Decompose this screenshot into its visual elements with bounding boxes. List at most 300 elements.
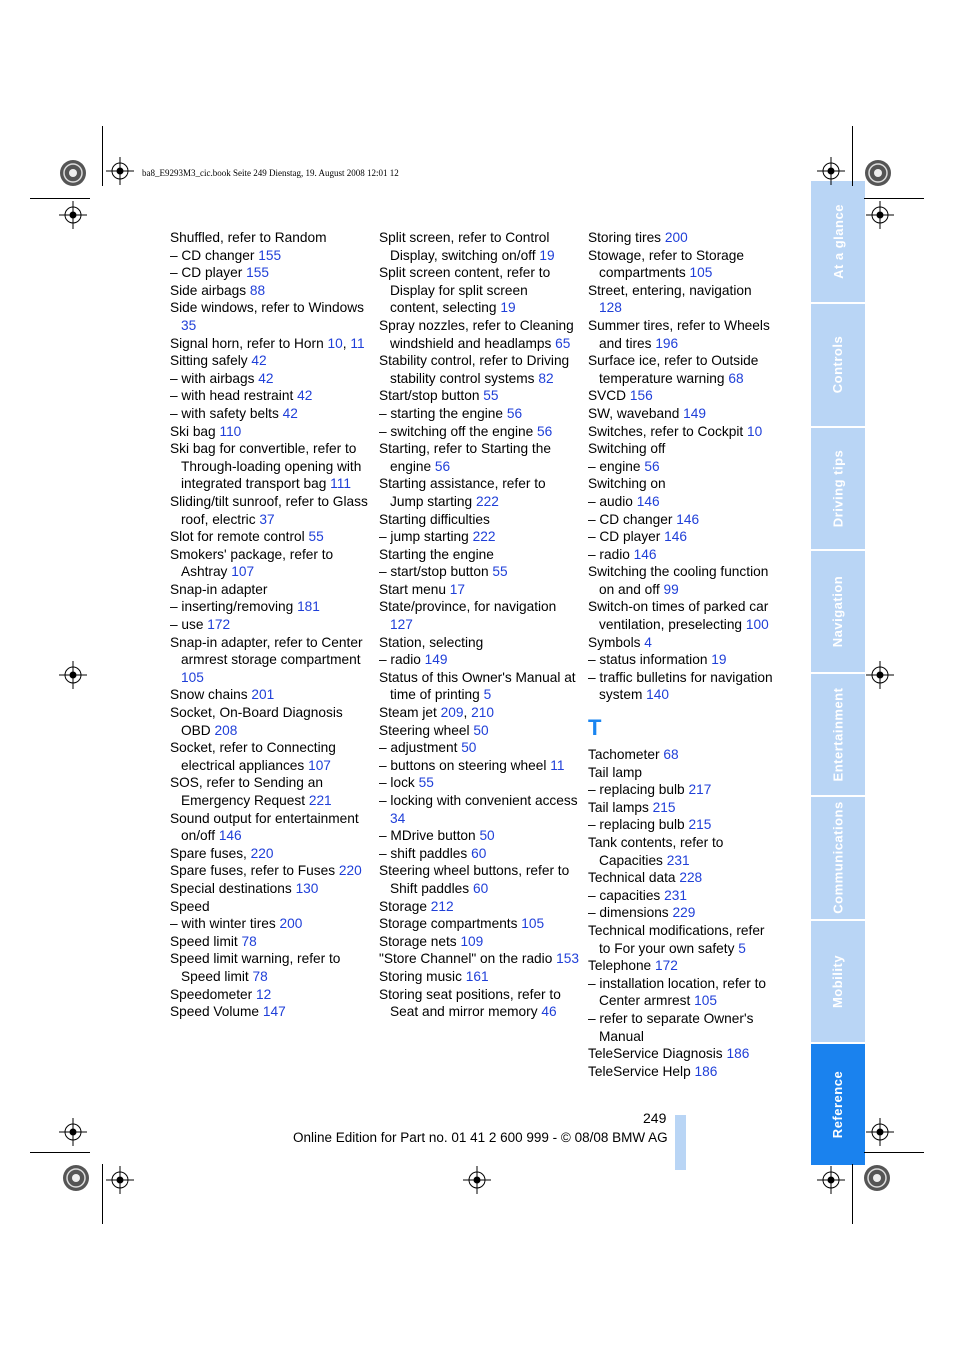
page-link[interactable]: 78: [252, 968, 268, 984]
index-entry-text: Starting, refer to Starting the engine: [379, 441, 551, 474]
index-entry-text: "Store Channel" on the radio: [379, 951, 553, 967]
index-entry-text: Sitting safely: [170, 353, 248, 369]
index-entry-text: – traffic bulletins for navigation system: [588, 669, 773, 703]
index-entry: [379, 229, 579, 264]
index-column-3: [588, 229, 778, 1080]
page-link[interactable]: 56: [644, 458, 660, 474]
index-entry-text: Starting the engine: [379, 546, 494, 562]
index-entry: [379, 475, 579, 510]
index-entry: [379, 634, 579, 652]
page-link[interactable]: 153: [556, 951, 579, 967]
index-entry: [379, 317, 579, 352]
index-entry-text: Summer tires, refer to Wheels and tires: [588, 317, 770, 351]
index-entry-text: – status information: [588, 652, 708, 668]
index-entry-text: – CD player: [170, 265, 243, 281]
index-entry-text: Speed: [170, 898, 210, 914]
crop-mark: [30, 1152, 90, 1153]
index-entry-text: – adjustment: [379, 740, 458, 756]
crop-mark: [852, 1164, 853, 1224]
index-entry-text: Tail lamps: [588, 799, 649, 815]
index-entry-text: Storing music: [379, 968, 462, 984]
page-link[interactable]: 149: [683, 405, 706, 421]
page-link[interactable]: 99: [663, 581, 679, 597]
index-entry: [170, 581, 370, 599]
index-entry-text: Switching the cooling function on and off: [588, 564, 769, 597]
registration-disc-icon: [60, 1162, 92, 1194]
index-entry: [588, 975, 778, 1010]
index-entry-text: Snow chains: [170, 687, 248, 703]
index-entry-text: Spare fuses,: [170, 845, 247, 861]
index-entry: [588, 1010, 778, 1045]
section-tabs: [811, 181, 865, 1167]
page-link[interactable]: 221: [308, 793, 332, 808]
index-entry-text: Slot for remote control: [170, 529, 305, 545]
index-entry-text: Switch-on times of parked car ventilation, preselecting: [588, 599, 769, 633]
crosshair-icon: [59, 201, 87, 229]
index-entry-text: Station, selecting: [379, 634, 484, 650]
index-entry: [588, 458, 778, 476]
crop-mark: [864, 1152, 924, 1153]
index-entry-text: – MDrive button: [379, 828, 476, 844]
index-entry: [170, 528, 370, 546]
index-entry-text: Snap-in adapter, refer to Center armrest storage compartment: [170, 634, 363, 668]
page-link[interactable]: 155: [246, 265, 269, 281]
page-link[interactable]: 55: [483, 388, 499, 404]
index-entry-text: Storage: [379, 898, 427, 914]
index-entry-text: Technical data: [588, 870, 676, 886]
index-entry: [588, 546, 778, 564]
page-link[interactable]: 55: [418, 775, 434, 791]
index-entry-text: – with safety belts: [170, 405, 279, 421]
tab-label: At a glance: [830, 204, 846, 280]
index-entry: [170, 950, 370, 985]
index-entry-text: Side windows, refer to Windows: [170, 300, 364, 316]
page-link[interactable]: 42: [258, 370, 274, 386]
index-entry-text: Start menu: [379, 581, 446, 597]
page-link[interactable]: 105: [521, 916, 545, 932]
index-entry: [379, 898, 579, 916]
index-entry: [588, 634, 778, 652]
index-entry: [170, 616, 370, 634]
index-entry: [170, 299, 370, 334]
page-link[interactable]: 5: [483, 687, 492, 703]
page-link[interactable]: 105: [694, 993, 717, 1009]
index-entry-text: – replacing bulb: [588, 782, 685, 798]
crop-mark: [102, 126, 103, 186]
page-link[interactable]: 128: [599, 300, 622, 316]
tab-label: Navigation: [830, 575, 846, 648]
page-link[interactable]: 200: [279, 916, 303, 932]
index-entry: [588, 528, 778, 546]
index-entry-text: – with airbags: [170, 370, 255, 386]
index-entry: [170, 229, 370, 247]
page-link[interactable]: 215: [688, 817, 712, 833]
index-entry: Steam jet 209, 210: [379, 705, 494, 721]
index-entry-text: Stability control, refer to Driving stability control systems: [379, 353, 570, 386]
index-entry: [170, 493, 370, 528]
page-link[interactable]: 56: [506, 405, 523, 421]
index-entry-text: – refer to separate Owner's Manual: [588, 1010, 754, 1044]
page-link[interactable]: 19: [500, 300, 516, 316]
page-link[interactable]: 82: [538, 370, 554, 386]
registration-disc-icon: [57, 157, 89, 189]
page-link[interactable]: 147: [262, 1004, 286, 1020]
page-link[interactable]: 11: [550, 757, 565, 773]
index-entry: [379, 264, 579, 317]
page-link[interactable]: 17: [449, 581, 465, 597]
page-link[interactable]: 5: [738, 940, 746, 956]
index-entry: [379, 845, 579, 863]
index-entry-text: Switching off: [588, 441, 666, 457]
page-link[interactable]: 50: [473, 722, 489, 738]
index-entry: [379, 774, 579, 792]
index-entry-text: Street, entering, navigation: [588, 282, 752, 298]
index-entry: [588, 869, 778, 887]
index-entry: [379, 933, 579, 951]
index-entry-text: – replacing bulb: [588, 817, 685, 833]
page-link[interactable]: 161: [465, 968, 489, 984]
page-link[interactable]: 231: [666, 852, 690, 868]
index-entry: [170, 247, 370, 265]
page-link[interactable]: 186: [726, 1046, 750, 1062]
index-entry: Signal horn, refer to Horn 10, 11: [170, 335, 365, 351]
index-entry-text: – with head restraint: [170, 388, 294, 404]
tab-communications[interactable]: [811, 797, 865, 918]
index-entry: [170, 440, 370, 493]
index-entry: [170, 898, 370, 916]
index-entry-text: Steam jet: [379, 705, 437, 721]
index-entry-text: TeleService Diagnosis: [588, 1046, 723, 1062]
index-column-2: [379, 229, 579, 1021]
page-link[interactable]: 105: [689, 265, 713, 281]
index-entry: [588, 247, 778, 282]
crosshair-icon: [106, 157, 134, 185]
page-link[interactable]: 110: [219, 423, 242, 439]
index-entry: [379, 968, 579, 986]
index-entry-text: Storing tires: [588, 230, 662, 245]
index-entry: [379, 440, 579, 475]
index-entry-text: Sound output for entertainment on/off: [170, 810, 359, 844]
index-entry-text: Signal horn, refer to Horn: [170, 335, 324, 351]
page-link[interactable]: 127: [390, 617, 413, 633]
page-link[interactable]: 201: [251, 687, 275, 703]
page-link[interactable]: 149: [424, 652, 448, 668]
index-entry: [170, 686, 370, 704]
index-entry: [170, 352, 370, 370]
index-entry-text: Status of this Owner's Manual at time of printing: [379, 669, 576, 703]
index-entry: [379, 528, 579, 546]
index-entry: [588, 746, 778, 764]
page-link[interactable]: 111: [330, 476, 351, 492]
index-entry-text: Split screen content, refer to Display for split screen content, selecting: [379, 265, 551, 316]
index-entry: [588, 440, 778, 458]
index-entry: [170, 370, 370, 388]
tab-reference[interactable]: [811, 1044, 865, 1165]
page-link[interactable]: 42: [282, 405, 298, 421]
index-entry-text: Steering wheel buttons, refer to Shift paddles: [379, 863, 570, 896]
page-link[interactable]: 10: [327, 335, 343, 351]
index-entry: [170, 282, 370, 300]
page-link[interactable]: 231: [664, 887, 687, 903]
crosshair-icon: [817, 1166, 845, 1194]
index-entry: [588, 405, 778, 423]
index-entry-text: Starting assistance, refer to Jump starting: [379, 476, 546, 509]
page-link[interactable]: 55: [492, 564, 508, 580]
page-link[interactable]: 220: [338, 863, 362, 879]
index-entry: [379, 792, 579, 827]
index-entry-text: SW, waveband: [588, 405, 680, 421]
page-link[interactable]: 146: [636, 493, 660, 509]
page-link[interactable]: 68: [728, 370, 744, 386]
page-link[interactable]: 156: [629, 388, 653, 404]
index-entry-text: – shift paddles: [379, 845, 468, 861]
index-entry: [170, 264, 370, 282]
page-link[interactable]: 35: [181, 317, 197, 333]
index-entry: [170, 546, 370, 581]
index-entry-text: – switching off the engine: [379, 423, 534, 439]
index-entry-text: Spare fuses, refer to Fuses: [170, 863, 336, 879]
page-link[interactable]: 68: [663, 747, 679, 763]
page-link[interactable]: 42: [251, 353, 267, 369]
index-entry-text: – radio: [379, 652, 421, 668]
index-entry-text: Steering wheel: [379, 722, 470, 738]
page-link[interactable]: 146: [664, 529, 687, 545]
index-entry-text: TeleService Help: [588, 1063, 691, 1079]
index-entry: [588, 511, 778, 529]
page-link[interactable]: 210: [471, 705, 494, 721]
index-entry-text: Smokers' package, refer to Ashtray: [170, 546, 334, 580]
index-entry: [588, 475, 778, 493]
page-link[interactable]: 130: [295, 880, 319, 896]
index-entry: [588, 352, 778, 387]
index-entry-text: – CD changer: [170, 247, 255, 263]
index-entry: [379, 669, 579, 704]
page-link[interactable]: 146: [218, 828, 242, 844]
page-link[interactable]: 50: [461, 740, 477, 756]
page-link[interactable]: 228: [679, 870, 703, 886]
tab-driving-tips[interactable]: [811, 428, 865, 549]
index-entry-text: Sliding/tilt sunroof, refer to Glass roof, electric: [170, 493, 368, 527]
tab-label: Entertainment: [830, 687, 846, 782]
index-entry-text: Ski bag: [170, 423, 216, 439]
index-entry-text: – installation location, refer to Center armrest: [588, 975, 767, 1009]
page-link[interactable]: 186: [694, 1063, 718, 1079]
footer-edition-text: Online Edition for Part no. 01 41 2 600 999 - © 08/08 BMW AG: [293, 1130, 668, 1145]
index-entry: [170, 387, 370, 405]
crop-mark: [30, 198, 90, 199]
page-link[interactable]: 200: [664, 230, 688, 245]
page-link[interactable]: 50: [479, 828, 495, 844]
registration-disc-icon: [861, 1162, 893, 1194]
index-entry-text: – use: [170, 617, 204, 633]
page-link[interactable]: 146: [676, 511, 700, 527]
page-link[interactable]: 4: [644, 634, 652, 650]
index-entry-text: Tank contents, refer to Capacities: [588, 835, 724, 868]
page-link[interactable]: 11: [350, 335, 365, 351]
index-entry: [379, 915, 579, 933]
tab-mobility[interactable]: [811, 921, 865, 1042]
index-column-1: [170, 229, 370, 1021]
page-link[interactable]: 196: [655, 335, 679, 351]
index-entry: [588, 834, 778, 869]
tab-label: Reference: [830, 1070, 846, 1139]
page-link[interactable]: 88: [249, 282, 266, 298]
index-entry: [170, 704, 370, 739]
index-entry-text: SOS, refer to Sending an Emergency Request: [170, 775, 323, 808]
page-link[interactable]: 212: [430, 898, 454, 914]
index-entry-text: – buttons on steering wheel: [379, 757, 547, 773]
index-entry: [588, 922, 778, 957]
tab-navigation[interactable]: [811, 551, 865, 672]
index-entry-text: Technical modifications, refer to For your own safety: [588, 922, 765, 956]
index-entry: [379, 862, 579, 897]
page-link[interactable]: 146: [633, 546, 657, 562]
page-link[interactable]: 60: [471, 845, 487, 861]
index-entry-text: Tachometer: [588, 747, 660, 763]
index-entry-text: Special destinations: [170, 880, 292, 896]
crosshair-icon: [463, 1166, 491, 1194]
index-entry: [588, 887, 778, 905]
page-link[interactable]: 60: [472, 880, 489, 896]
index-entry-text: Snap-in adapter: [170, 581, 268, 597]
index-entry-text: – capacities: [588, 887, 661, 903]
page-link[interactable]: 34: [390, 810, 406, 826]
index-entry-text: Split screen, refer to Control Display, switching on/off: [379, 230, 550, 263]
index-entry-text: – lock: [379, 775, 415, 791]
page-link[interactable]: 107: [308, 757, 331, 773]
index-entry-text: – with winter tires: [170, 916, 276, 932]
index-entry-text: Speedometer: [170, 986, 253, 1002]
index-entry: [379, 423, 579, 441]
tab-entertainment[interactable]: [811, 674, 865, 795]
index-entry: [379, 581, 579, 599]
index-entry: [588, 317, 778, 352]
page-link[interactable]: 222: [472, 529, 496, 545]
page-link[interactable]: 78: [241, 933, 257, 949]
index-entry: [170, 810, 370, 845]
page-link[interactable]: 109: [460, 933, 484, 949]
page-link[interactable]: 217: [688, 782, 712, 798]
page-link[interactable]: 181: [297, 599, 320, 615]
page-link[interactable]: 12: [256, 986, 272, 1002]
page-link[interactable]: 107: [231, 564, 255, 580]
index-entry-text: – jump starting: [379, 529, 469, 545]
index-entry: [588, 423, 778, 441]
index-entry: [379, 827, 579, 845]
page-link[interactable]: 140: [646, 687, 670, 703]
index-entry: [170, 933, 370, 951]
crosshair-icon: [59, 1118, 87, 1146]
index-entry: [588, 598, 778, 633]
index-entry-text: Socket, On-Board Diagnosis OBD: [170, 705, 343, 738]
index-entry: [588, 387, 778, 405]
page-link[interactable]: 42: [297, 388, 313, 404]
page-number: 249: [643, 1110, 667, 1126]
crosshair-icon: [866, 1118, 894, 1146]
tab-label: Controls: [830, 336, 846, 394]
page-link[interactable]: 105: [181, 669, 204, 685]
index-entry: [588, 957, 778, 975]
index-entry: [588, 563, 778, 598]
page-link[interactable]: 208: [214, 722, 238, 738]
index-entry: [588, 904, 778, 922]
footer-accent-bar: [675, 1115, 686, 1170]
page-link[interactable]: 10: [747, 423, 763, 439]
tab-at-a-glance[interactable]: [811, 181, 865, 302]
page-link[interactable]: 172: [207, 617, 231, 633]
index-entry-text: – radio: [588, 546, 630, 562]
index-entry: [170, 880, 370, 898]
page-link[interactable]: 100: [745, 617, 769, 633]
page-link[interactable]: 46: [541, 1004, 557, 1020]
page-link[interactable]: 229: [672, 905, 696, 921]
page-link[interactable]: 172: [654, 958, 678, 974]
page-link[interactable]: 155: [258, 247, 282, 263]
index-entry-text: Tail lamp: [588, 764, 643, 780]
index-entry-text: – CD changer: [588, 511, 673, 527]
page-link[interactable]: 215: [652, 799, 676, 815]
index-entry: [588, 1045, 778, 1063]
index-entry: [170, 634, 370, 687]
index-entry: [170, 845, 370, 863]
page-link[interactable]: 19: [711, 652, 727, 668]
index-entry: [170, 915, 370, 933]
index-entry: [588, 669, 778, 704]
page-link[interactable]: 220: [250, 845, 274, 861]
crosshair-icon: [59, 661, 87, 689]
index-entry-text: Switches, refer to Cockpit: [588, 423, 744, 439]
index-entry-text: Symbols: [588, 634, 641, 650]
index-entry: [170, 986, 370, 1004]
crosshair-icon: [866, 201, 894, 229]
index-entry-text: Switching on: [588, 476, 666, 492]
index-entry-text: SVCD: [588, 388, 627, 404]
index-entry-text: – starting the engine: [379, 405, 504, 421]
crop-mark: [102, 1164, 103, 1224]
tab-controls[interactable]: [811, 304, 865, 425]
index-entry: [170, 1003, 370, 1021]
index-entry-text: – audio: [588, 493, 633, 509]
index-entry-text: Ski bag for convertible, refer to Through-loading opening with integrated transport bag: [170, 441, 362, 492]
index-entry-text: Stowage, refer to Storage compartments: [588, 247, 744, 281]
page-link[interactable]: 37: [259, 511, 275, 527]
index-entry: [379, 546, 579, 564]
index-entry-text: – inserting/removing: [170, 599, 294, 615]
crosshair-icon: [106, 1166, 134, 1194]
crosshair-icon: [817, 157, 845, 185]
page-link[interactable]: 209: [440, 705, 464, 721]
index-entry-text: – locking with convenient access: [379, 793, 578, 808]
page-link[interactable]: 56: [434, 458, 451, 474]
page-link[interactable]: 65: [555, 335, 571, 351]
crop-mark: [852, 126, 853, 186]
index-entry-text: Starting difficulties: [379, 511, 490, 527]
index-entry-text: Side airbags: [170, 282, 247, 298]
index-entry-text: Shuffled, refer to Random: [170, 230, 327, 245]
index-entry: [379, 757, 579, 775]
index-letter-heading: T: [588, 715, 602, 741]
index-entry: [379, 563, 579, 581]
page-link[interactable]: 222: [475, 493, 499, 509]
index-entry-text: Spray nozzles, refer to Cleaning windshield and headlamps: [379, 317, 574, 351]
page-link[interactable]: 55: [308, 529, 324, 545]
index-entry: [379, 598, 579, 633]
index-entry-text: – CD player: [588, 529, 661, 545]
tab-label: Communications: [830, 801, 846, 915]
page-link[interactable]: 19: [539, 247, 555, 263]
page-link[interactable]: 56: [537, 423, 553, 439]
registration-disc-icon: [862, 157, 894, 189]
